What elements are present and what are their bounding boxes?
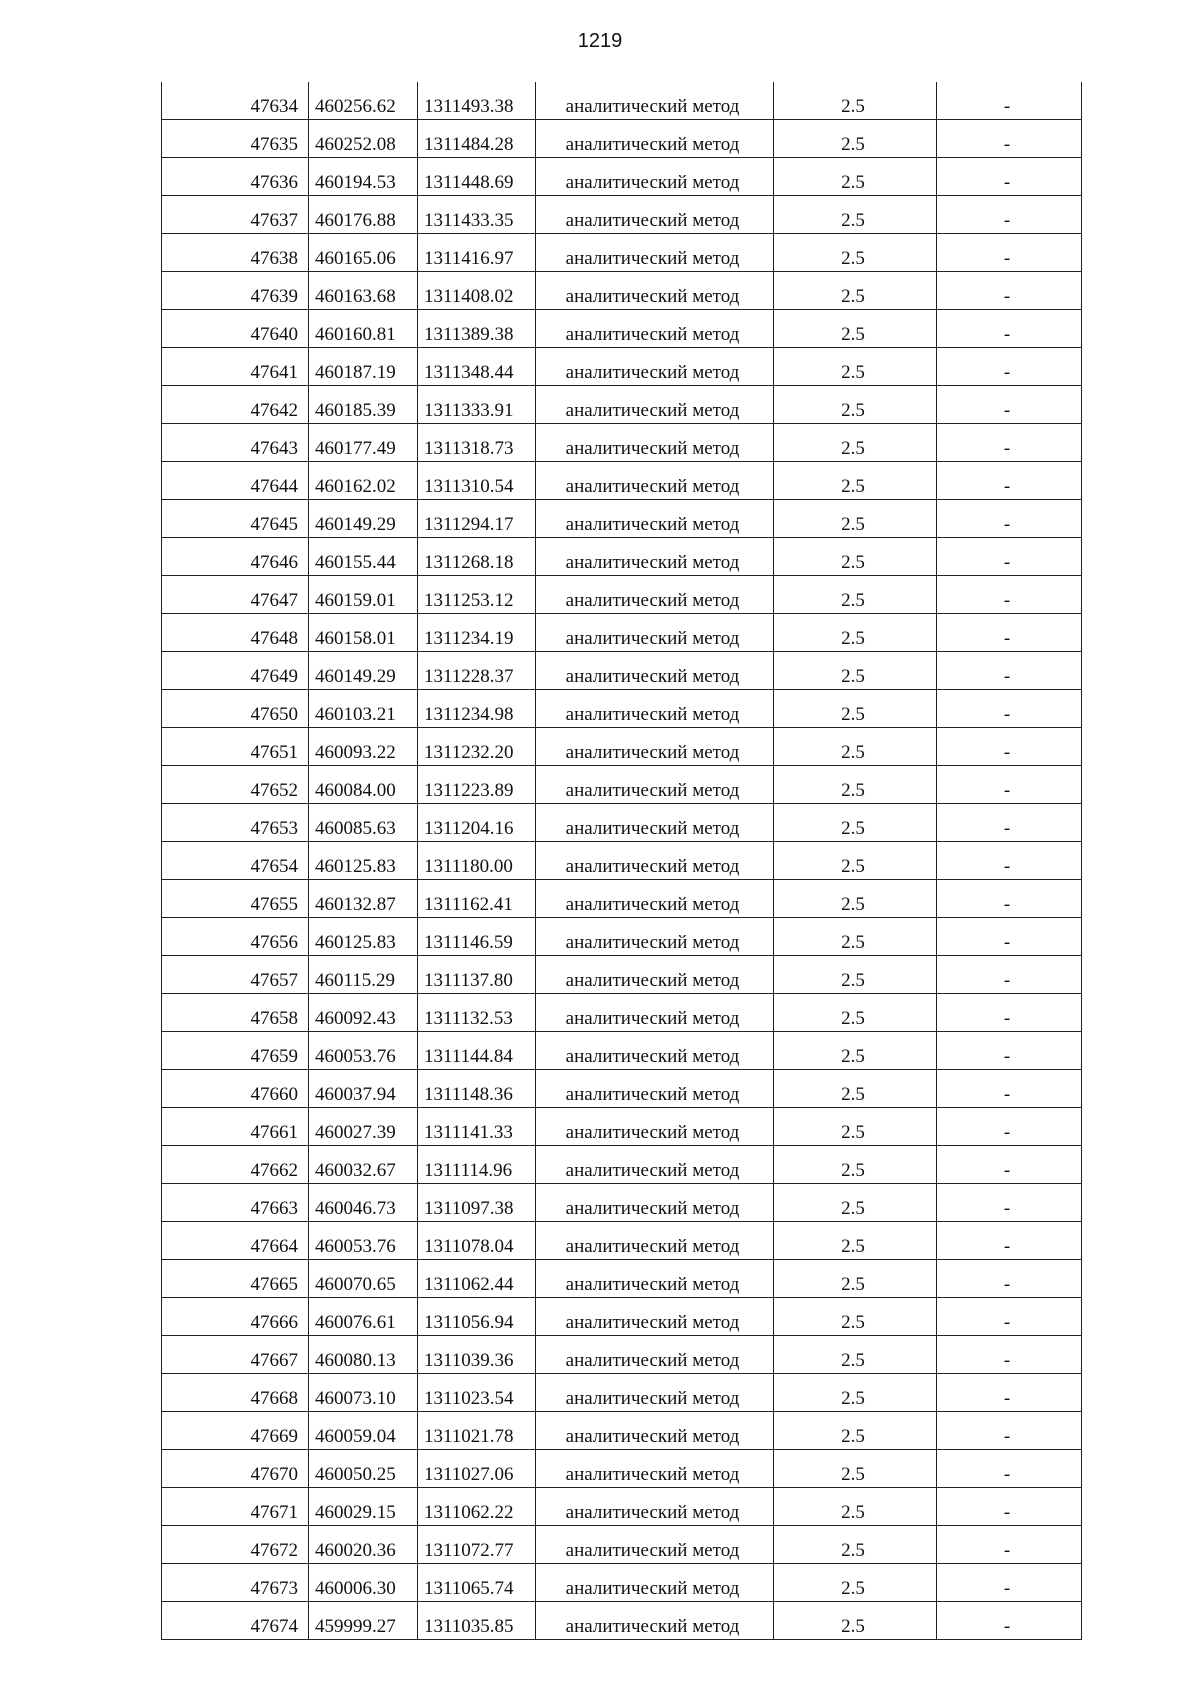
method-cell: аналитический метод <box>536 1146 774 1184</box>
note-cell: - <box>937 310 1082 348</box>
method-cell: аналитический метод <box>536 1564 774 1602</box>
method-cell: аналитический метод <box>536 1070 774 1108</box>
y-coordinate-cell: 1311097.38 <box>418 1184 536 1222</box>
method-cell: аналитический метод <box>536 804 774 842</box>
point-number-cell: 47642 <box>162 386 309 424</box>
note-cell: - <box>937 272 1082 310</box>
y-coordinate-cell: 1311021.78 <box>418 1412 536 1450</box>
table-row <box>162 804 1082 842</box>
point-number-cell: 47644 <box>162 462 309 500</box>
accuracy-cell: 2.5 <box>774 310 937 348</box>
accuracy-cell: 2.5 <box>774 956 937 994</box>
y-coordinate-cell: 1311132.53 <box>418 994 536 1032</box>
note-cell: - <box>937 994 1082 1032</box>
method-cell: аналитический метод <box>536 272 774 310</box>
y-coordinate-cell: 1311056.94 <box>418 1298 536 1336</box>
y-coordinate-cell: 1311148.36 <box>418 1070 536 1108</box>
method-cell: аналитический метод <box>536 1488 774 1526</box>
accuracy-cell: 2.5 <box>774 1526 937 1564</box>
method-cell: аналитический метод <box>536 196 774 234</box>
accuracy-cell: 2.5 <box>774 272 937 310</box>
accuracy-cell: 2.5 <box>774 1450 937 1488</box>
point-number-cell: 47664 <box>162 1222 309 1260</box>
note-cell: - <box>937 1450 1082 1488</box>
point-number-cell: 47651 <box>162 728 309 766</box>
accuracy-cell: 2.5 <box>774 158 937 196</box>
method-cell: аналитический метод <box>536 1032 774 1070</box>
point-number-cell: 47661 <box>162 1108 309 1146</box>
y-coordinate-cell: 1311023.54 <box>418 1374 536 1412</box>
method-cell: аналитический метод <box>536 1602 774 1640</box>
y-coordinate-cell: 1311484.28 <box>418 120 536 158</box>
point-number-cell: 47634 <box>162 82 309 120</box>
accuracy-cell: 2.5 <box>774 842 937 880</box>
accuracy-cell: 2.5 <box>774 804 937 842</box>
method-cell: аналитический метод <box>536 538 774 576</box>
accuracy-cell: 2.5 <box>774 1412 937 1450</box>
x-coordinate-cell: 460165.06 <box>309 234 418 272</box>
point-number-cell: 47659 <box>162 1032 309 1070</box>
note-cell: - <box>937 1526 1082 1564</box>
x-coordinate-cell: 460185.39 <box>309 386 418 424</box>
note-cell: - <box>937 1564 1082 1602</box>
table-row <box>162 880 1082 918</box>
x-coordinate-cell: 460103.21 <box>309 690 418 728</box>
table-row <box>162 1184 1082 1222</box>
table-row <box>162 1526 1082 1564</box>
note-cell: - <box>937 1298 1082 1336</box>
table-row <box>162 1374 1082 1412</box>
table-row <box>162 1488 1082 1526</box>
method-cell: аналитический метод <box>536 1374 774 1412</box>
y-coordinate-cell: 1311333.91 <box>418 386 536 424</box>
y-coordinate-cell: 1311146.59 <box>418 918 536 956</box>
table-row <box>162 196 1082 234</box>
accuracy-cell: 2.5 <box>774 918 937 956</box>
note-cell: - <box>937 1108 1082 1146</box>
x-coordinate-cell: 460177.49 <box>309 424 418 462</box>
x-coordinate-cell: 460020.36 <box>309 1526 418 1564</box>
table-row <box>162 310 1082 348</box>
method-cell: аналитический метод <box>536 994 774 1032</box>
y-coordinate-cell: 1311310.54 <box>418 462 536 500</box>
accuracy-cell: 2.5 <box>774 728 937 766</box>
note-cell: - <box>937 1488 1082 1526</box>
table-row <box>162 918 1082 956</box>
y-coordinate-cell: 1311141.33 <box>418 1108 536 1146</box>
x-coordinate-cell: 460194.53 <box>309 158 418 196</box>
accuracy-cell: 2.5 <box>774 424 937 462</box>
accuracy-cell: 2.5 <box>774 1108 937 1146</box>
point-number-cell: 47672 <box>162 1526 309 1564</box>
y-coordinate-cell: 1311062.44 <box>418 1260 536 1298</box>
point-number-cell: 47655 <box>162 880 309 918</box>
y-coordinate-cell: 1311065.74 <box>418 1564 536 1602</box>
method-cell: аналитический метод <box>536 652 774 690</box>
table-row <box>162 348 1082 386</box>
table-row <box>162 82 1082 120</box>
note-cell: - <box>937 690 1082 728</box>
table-row <box>162 614 1082 652</box>
x-coordinate-cell: 460093.22 <box>309 728 418 766</box>
page-number: 1219 <box>577 30 623 52</box>
x-coordinate-cell: 460029.15 <box>309 1488 418 1526</box>
accuracy-cell: 2.5 <box>774 766 937 804</box>
table-row <box>162 158 1082 196</box>
point-number-cell: 47638 <box>162 234 309 272</box>
note-cell: - <box>937 348 1082 386</box>
table-row <box>162 1336 1082 1374</box>
accuracy-cell: 2.5 <box>774 1222 937 1260</box>
accuracy-cell: 2.5 <box>774 690 937 728</box>
accuracy-cell: 2.5 <box>774 880 937 918</box>
accuracy-cell: 2.5 <box>774 1336 937 1374</box>
y-coordinate-cell: 1311204.16 <box>418 804 536 842</box>
note-cell: - <box>937 1146 1082 1184</box>
accuracy-cell: 2.5 <box>774 234 937 272</box>
point-number-cell: 47662 <box>162 1146 309 1184</box>
table-row <box>162 538 1082 576</box>
method-cell: аналитический метод <box>536 310 774 348</box>
accuracy-cell: 2.5 <box>774 462 937 500</box>
point-number-cell: 47647 <box>162 576 309 614</box>
x-coordinate-cell: 460256.62 <box>309 82 418 120</box>
method-cell: аналитический метод <box>536 500 774 538</box>
note-cell: - <box>937 576 1082 614</box>
table-row <box>162 1108 1082 1146</box>
note-cell: - <box>937 1336 1082 1374</box>
y-coordinate-cell: 1311294.17 <box>418 500 536 538</box>
point-number-cell: 47653 <box>162 804 309 842</box>
table-row <box>162 994 1082 1032</box>
point-number-cell: 47660 <box>162 1070 309 1108</box>
note-cell: - <box>937 1412 1082 1450</box>
note-cell: - <box>937 1032 1082 1070</box>
accuracy-cell: 2.5 <box>774 1564 937 1602</box>
note-cell: - <box>937 120 1082 158</box>
x-coordinate-cell: 460125.83 <box>309 842 418 880</box>
point-number-cell: 47668 <box>162 1374 309 1412</box>
method-cell: аналитический метод <box>536 82 774 120</box>
y-coordinate-cell: 1311234.98 <box>418 690 536 728</box>
accuracy-cell: 2.5 <box>774 1488 937 1526</box>
x-coordinate-cell: 460159.01 <box>309 576 418 614</box>
y-coordinate-cell: 1311234.19 <box>418 614 536 652</box>
note-cell: - <box>937 766 1082 804</box>
x-coordinate-cell: 460252.08 <box>309 120 418 158</box>
method-cell: аналитический метод <box>536 1222 774 1260</box>
y-coordinate-cell: 1311416.97 <box>418 234 536 272</box>
point-number-cell: 47641 <box>162 348 309 386</box>
x-coordinate-cell: 460176.88 <box>309 196 418 234</box>
table-body <box>162 82 1082 1640</box>
method-cell: аналитический метод <box>536 880 774 918</box>
note-cell: - <box>937 1070 1082 1108</box>
table-row <box>162 234 1082 272</box>
y-coordinate-cell: 1311348.44 <box>418 348 536 386</box>
method-cell: аналитический метод <box>536 728 774 766</box>
x-coordinate-cell: 460187.19 <box>309 348 418 386</box>
x-coordinate-cell: 460084.00 <box>309 766 418 804</box>
method-cell: аналитический метод <box>536 766 774 804</box>
point-number-cell: 47640 <box>162 310 309 348</box>
x-coordinate-cell: 460158.01 <box>309 614 418 652</box>
y-coordinate-cell: 1311027.06 <box>418 1450 536 1488</box>
x-coordinate-cell: 460085.63 <box>309 804 418 842</box>
method-cell: аналитический метод <box>536 1450 774 1488</box>
accuracy-cell: 2.5 <box>774 1070 937 1108</box>
table-row <box>162 272 1082 310</box>
y-coordinate-cell: 1311078.04 <box>418 1222 536 1260</box>
note-cell: - <box>937 386 1082 424</box>
point-number-cell: 47639 <box>162 272 309 310</box>
accuracy-cell: 2.5 <box>774 1602 937 1640</box>
accuracy-cell: 2.5 <box>774 614 937 652</box>
method-cell: аналитический метод <box>536 234 774 272</box>
note-cell: - <box>937 918 1082 956</box>
table-row <box>162 1260 1082 1298</box>
note-cell: - <box>937 82 1082 120</box>
y-coordinate-cell: 1311493.38 <box>418 82 536 120</box>
point-number-cell: 47637 <box>162 196 309 234</box>
y-coordinate-cell: 1311180.00 <box>418 842 536 880</box>
y-coordinate-cell: 1311162.41 <box>418 880 536 918</box>
method-cell: аналитический метод <box>536 1184 774 1222</box>
y-coordinate-cell: 1311039.36 <box>418 1336 536 1374</box>
table-row <box>162 690 1082 728</box>
accuracy-cell: 2.5 <box>774 196 937 234</box>
accuracy-cell: 2.5 <box>774 386 937 424</box>
method-cell: аналитический метод <box>536 1298 774 1336</box>
point-number-cell: 47666 <box>162 1298 309 1336</box>
note-cell: - <box>937 196 1082 234</box>
table-row <box>162 500 1082 538</box>
accuracy-cell: 2.5 <box>774 538 937 576</box>
method-cell: аналитический метод <box>536 1336 774 1374</box>
point-number-cell: 47646 <box>162 538 309 576</box>
accuracy-cell: 2.5 <box>774 1146 937 1184</box>
y-coordinate-cell: 1311062.22 <box>418 1488 536 1526</box>
x-coordinate-cell: 460053.76 <box>309 1222 418 1260</box>
note-cell: - <box>937 804 1082 842</box>
accuracy-cell: 2.5 <box>774 500 937 538</box>
x-coordinate-cell: 460092.43 <box>309 994 418 1032</box>
accuracy-cell: 2.5 <box>774 1298 937 1336</box>
method-cell: аналитический метод <box>536 348 774 386</box>
x-coordinate-cell: 460149.29 <box>309 500 418 538</box>
point-number-cell: 47645 <box>162 500 309 538</box>
note-cell: - <box>937 842 1082 880</box>
x-coordinate-cell: 460053.76 <box>309 1032 418 1070</box>
x-coordinate-cell: 460027.39 <box>309 1108 418 1146</box>
table-row <box>162 728 1082 766</box>
note-cell: - <box>937 462 1082 500</box>
point-number-cell: 47648 <box>162 614 309 652</box>
table-row <box>162 652 1082 690</box>
table-row <box>162 766 1082 804</box>
method-cell: аналитический метод <box>536 158 774 196</box>
method-cell: аналитический метод <box>536 842 774 880</box>
method-cell: аналитический метод <box>536 386 774 424</box>
y-coordinate-cell: 1311433.35 <box>418 196 536 234</box>
x-coordinate-cell: 459999.27 <box>309 1602 418 1640</box>
point-number-cell: 47674 <box>162 1602 309 1640</box>
table-row <box>162 956 1082 994</box>
method-cell: аналитический метод <box>536 1260 774 1298</box>
point-number-cell: 47665 <box>162 1260 309 1298</box>
method-cell: аналитический метод <box>536 1412 774 1450</box>
point-number-cell: 47667 <box>162 1336 309 1374</box>
accuracy-cell: 2.5 <box>774 1260 937 1298</box>
x-coordinate-cell: 460050.25 <box>309 1450 418 1488</box>
table-row <box>162 1412 1082 1450</box>
point-number-cell: 47657 <box>162 956 309 994</box>
y-coordinate-cell: 1311408.02 <box>418 272 536 310</box>
table-row <box>162 842 1082 880</box>
note-cell: - <box>937 652 1082 690</box>
accuracy-cell: 2.5 <box>774 82 937 120</box>
table-row <box>162 424 1082 462</box>
note-cell: - <box>937 234 1082 272</box>
point-number-cell: 47643 <box>162 424 309 462</box>
accuracy-cell: 2.5 <box>774 1032 937 1070</box>
x-coordinate-cell: 460046.73 <box>309 1184 418 1222</box>
x-coordinate-cell: 460006.30 <box>309 1564 418 1602</box>
x-coordinate-cell: 460162.02 <box>309 462 418 500</box>
y-coordinate-cell: 1311318.73 <box>418 424 536 462</box>
x-coordinate-cell: 460073.10 <box>309 1374 418 1412</box>
y-coordinate-cell: 1311232.20 <box>418 728 536 766</box>
y-coordinate-cell: 1311228.37 <box>418 652 536 690</box>
method-cell: аналитический метод <box>536 462 774 500</box>
accuracy-cell: 2.5 <box>774 1184 937 1222</box>
x-coordinate-cell: 460070.65 <box>309 1260 418 1298</box>
x-coordinate-cell: 460059.04 <box>309 1412 418 1450</box>
x-coordinate-cell: 460132.87 <box>309 880 418 918</box>
table-row <box>162 1298 1082 1336</box>
accuracy-cell: 2.5 <box>774 652 937 690</box>
accuracy-cell: 2.5 <box>774 576 937 614</box>
point-number-cell: 47656 <box>162 918 309 956</box>
y-coordinate-cell: 1311448.69 <box>418 158 536 196</box>
accuracy-cell: 2.5 <box>774 1374 937 1412</box>
method-cell: аналитический метод <box>536 1108 774 1146</box>
table-row <box>162 1070 1082 1108</box>
point-number-cell: 47663 <box>162 1184 309 1222</box>
note-cell: - <box>937 500 1082 538</box>
x-coordinate-cell: 460032.67 <box>309 1146 418 1184</box>
x-coordinate-cell: 460160.81 <box>309 310 418 348</box>
y-coordinate-cell: 1311137.80 <box>418 956 536 994</box>
method-cell: аналитический метод <box>536 918 774 956</box>
note-cell: - <box>937 1184 1082 1222</box>
note-cell: - <box>937 424 1082 462</box>
x-coordinate-cell: 460125.83 <box>309 918 418 956</box>
accuracy-cell: 2.5 <box>774 348 937 386</box>
note-cell: - <box>937 158 1082 196</box>
method-cell: аналитический метод <box>536 614 774 652</box>
point-number-cell: 47635 <box>162 120 309 158</box>
method-cell: аналитический метод <box>536 956 774 994</box>
y-coordinate-cell: 1311035.85 <box>418 1602 536 1640</box>
accuracy-cell: 2.5 <box>774 994 937 1032</box>
table-row <box>162 120 1082 158</box>
method-cell: аналитический метод <box>536 1526 774 1564</box>
y-coordinate-cell: 1311389.38 <box>418 310 536 348</box>
table-row <box>162 576 1082 614</box>
x-coordinate-cell: 460080.13 <box>309 1336 418 1374</box>
point-number-cell: 47670 <box>162 1450 309 1488</box>
point-number-cell: 47652 <box>162 766 309 804</box>
note-cell: - <box>937 538 1082 576</box>
note-cell: - <box>937 1222 1082 1260</box>
note-cell: - <box>937 956 1082 994</box>
method-cell: аналитический метод <box>536 690 774 728</box>
x-coordinate-cell: 460037.94 <box>309 1070 418 1108</box>
point-number-cell: 47658 <box>162 994 309 1032</box>
x-coordinate-cell: 460155.44 <box>309 538 418 576</box>
method-cell: аналитический метод <box>536 120 774 158</box>
note-cell: - <box>937 614 1082 652</box>
x-coordinate-cell: 460076.61 <box>309 1298 418 1336</box>
note-cell: - <box>937 880 1082 918</box>
note-cell: - <box>937 1602 1082 1640</box>
x-coordinate-cell: 460163.68 <box>309 272 418 310</box>
y-coordinate-cell: 1311072.77 <box>418 1526 536 1564</box>
note-cell: - <box>937 1260 1082 1298</box>
point-number-cell: 47649 <box>162 652 309 690</box>
coordinates-table <box>161 82 1082 1640</box>
y-coordinate-cell: 1311268.18 <box>418 538 536 576</box>
y-coordinate-cell: 1311114.96 <box>418 1146 536 1184</box>
point-number-cell: 47671 <box>162 1488 309 1526</box>
note-cell: - <box>937 1374 1082 1412</box>
table-row <box>162 1146 1082 1184</box>
table-row <box>162 1564 1082 1602</box>
table-row <box>162 1602 1082 1640</box>
table-row <box>162 1450 1082 1488</box>
y-coordinate-cell: 1311223.89 <box>418 766 536 804</box>
point-number-cell: 47669 <box>162 1412 309 1450</box>
table-row <box>162 386 1082 424</box>
point-number-cell: 47636 <box>162 158 309 196</box>
point-number-cell: 47654 <box>162 842 309 880</box>
table-row <box>162 1222 1082 1260</box>
x-coordinate-cell: 460115.29 <box>309 956 418 994</box>
accuracy-cell: 2.5 <box>774 120 937 158</box>
x-coordinate-cell: 460149.29 <box>309 652 418 690</box>
note-cell: - <box>937 728 1082 766</box>
table-row <box>162 462 1082 500</box>
y-coordinate-cell: 1311144.84 <box>418 1032 536 1070</box>
point-number-cell: 47650 <box>162 690 309 728</box>
method-cell: аналитический метод <box>536 424 774 462</box>
point-number-cell: 47673 <box>162 1564 309 1602</box>
y-coordinate-cell: 1311253.12 <box>418 576 536 614</box>
method-cell: аналитический метод <box>536 576 774 614</box>
table-row <box>162 1032 1082 1070</box>
